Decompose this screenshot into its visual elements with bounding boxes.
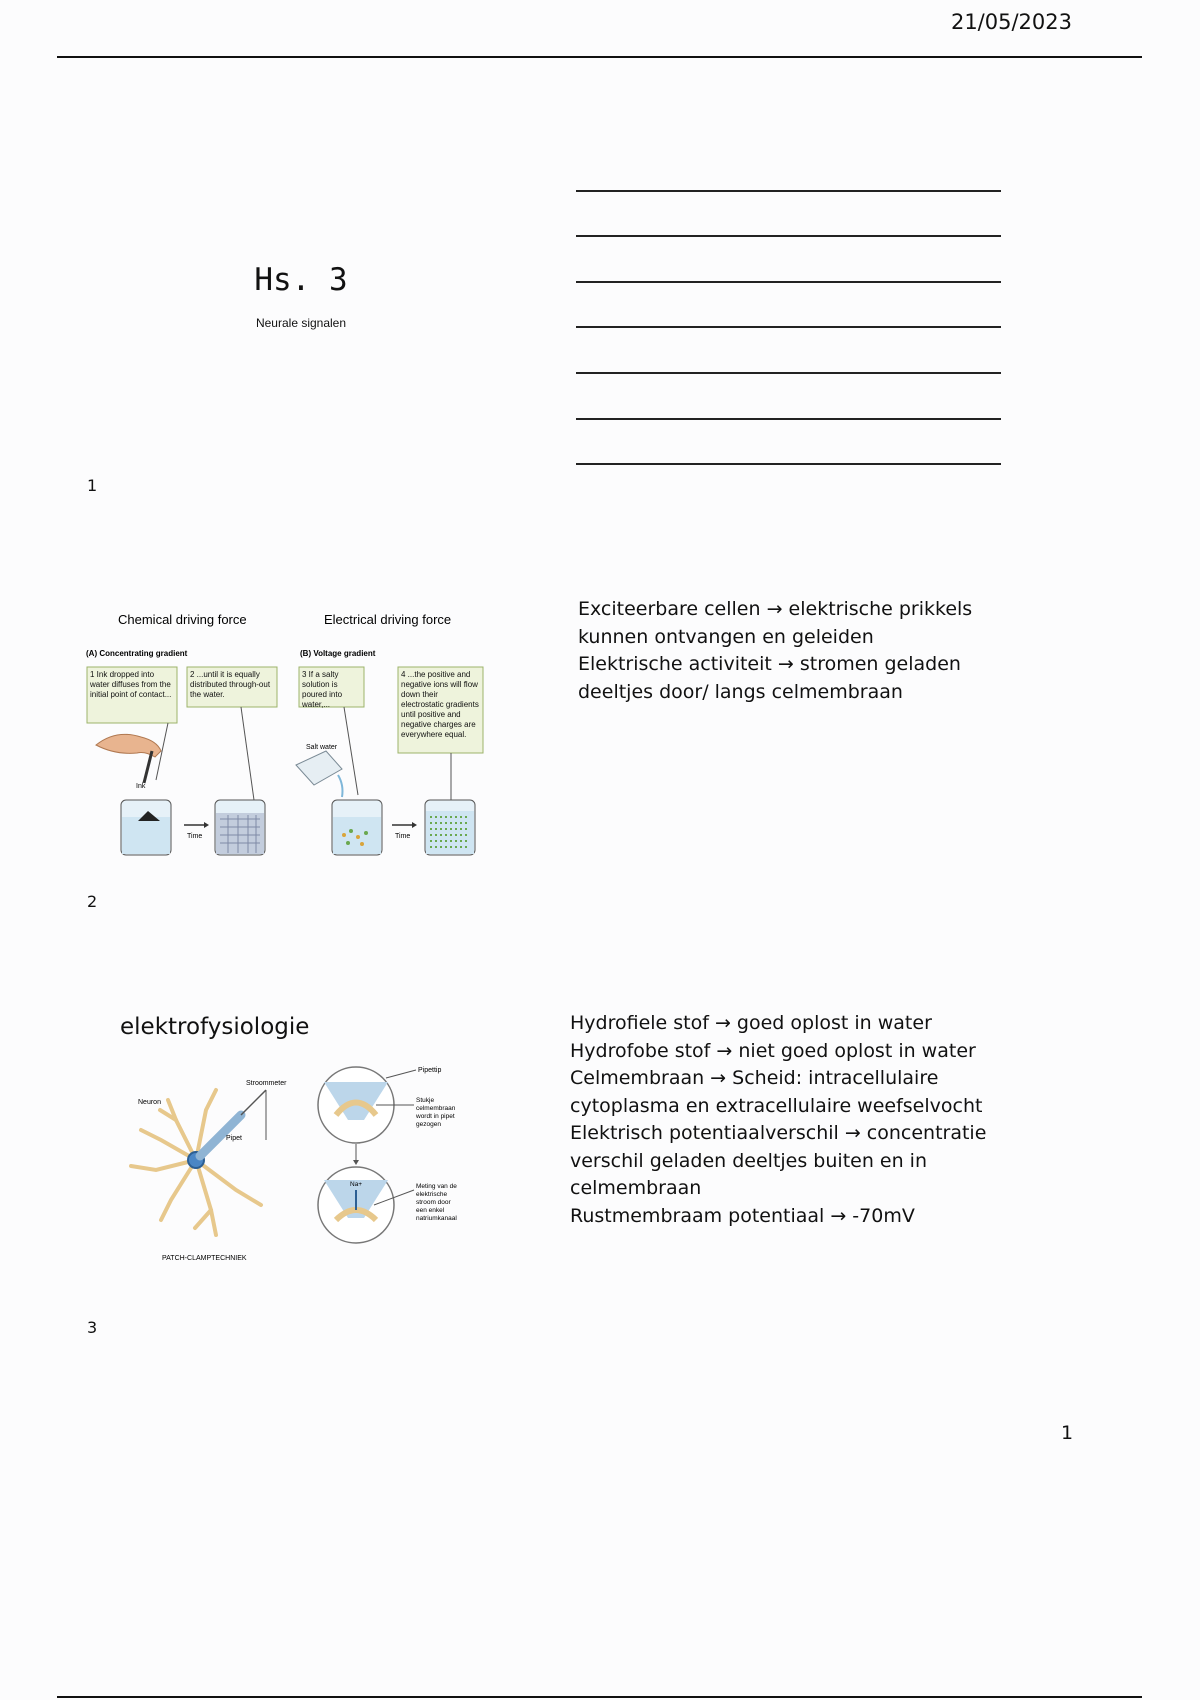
svg-text:elektrische: elektrische xyxy=(416,1191,448,1198)
heading-chemical: Chemical driving force xyxy=(118,612,247,627)
print-date: 21/05/2023 xyxy=(950,10,1072,34)
slide-3-title: elektrofysiologie xyxy=(120,1014,310,1040)
note-line xyxy=(576,372,1001,374)
pitcher xyxy=(296,751,342,785)
note-line xyxy=(576,463,1001,465)
note-text-line: Rustmembraam potentiaal → -70mV xyxy=(570,1204,915,1227)
slide-3 xyxy=(86,1000,516,1280)
note-text-line: Hydrofiele stof → goed oplost in water xyxy=(570,1012,932,1034)
svg-text:stroom door: stroom door xyxy=(416,1199,451,1206)
note-text-line: deeltjes door/ langs celmembraan xyxy=(578,680,903,703)
slide-2-figure xyxy=(86,605,516,865)
membrane-label-2: celmembraan xyxy=(416,1105,456,1112)
time-label-2: Time xyxy=(395,833,411,840)
heading-electrical: Electrical driving force xyxy=(324,612,452,627)
callout-step-3: 3 If a salty solution is poured into water,... xyxy=(302,670,343,709)
slide-1 xyxy=(86,190,516,420)
note-line xyxy=(576,418,1001,420)
note-text-line: Elektrische activiteit → stromen geladen xyxy=(578,653,961,675)
slide-1-title: Hs. 3 xyxy=(254,262,348,298)
slide-3-number: 3 xyxy=(87,1318,98,1337)
panel-b-title: (B) Voltage gradient xyxy=(300,649,376,658)
slide-2-number: 2 xyxy=(87,892,98,911)
slide-1-subtitle: Neurale signalen xyxy=(255,316,347,330)
svg-text:een enkel: een enkel xyxy=(416,1207,445,1214)
note-text-line: Elektrisch potentiaalverschil → concentratie xyxy=(570,1122,987,1144)
slide-3-notes xyxy=(570,1010,986,1230)
callout-step-2: 2 ...until it is equally distributed through-out the water. xyxy=(190,670,271,699)
membrane-label-3: wordt in pipet xyxy=(416,1113,455,1120)
callout-step-4: 4 ...the positive and negative ions will flow down their electrostatic gradients until positive and negative charges are everywhere equal. xyxy=(401,670,479,739)
note-line xyxy=(576,235,1001,237)
page-number: 1 xyxy=(1061,1422,1074,1444)
membrane-label-4: gezogen xyxy=(416,1121,441,1128)
ion-label: Na+ xyxy=(350,1181,363,1188)
callout-step-1: 1 Ink dropped into water diffuses from the initial point of contact... xyxy=(90,670,172,699)
panel-a-title: (A) Concentrating gradient xyxy=(86,649,188,658)
header-rule xyxy=(57,56,1142,58)
pipet-label: Pipet xyxy=(226,1135,242,1142)
slide-2-notes xyxy=(578,596,972,706)
svg-text:Meting van de: Meting van de xyxy=(416,1183,457,1190)
pipettip-label: Pipettip xyxy=(418,1067,442,1074)
patch-clamp-illustration xyxy=(126,1060,486,1270)
note-text-line: verschil geladen deeltjes buiten en in xyxy=(570,1149,928,1172)
membrane-label-1: Stukje xyxy=(416,1097,435,1104)
footer-rule xyxy=(57,1696,1142,1698)
beaker-ink-start xyxy=(121,800,171,855)
beaker-ink-end xyxy=(215,800,265,855)
note-text-line: Exciteerbare cellen → elektrische prikkels xyxy=(578,598,973,620)
meter-label: Stroommeter xyxy=(246,1080,287,1087)
note-text-line: kunnen ontvangen en geleiden xyxy=(578,625,874,648)
note-line xyxy=(576,281,1001,283)
neuron-label: Neuron xyxy=(138,1099,161,1106)
note-text-line: cytoplasma en extracellulaire weefselvocht xyxy=(570,1094,983,1117)
pour-stream xyxy=(338,775,343,797)
beaker-salt-end xyxy=(425,800,475,855)
note-text-line: celmembraan xyxy=(570,1177,702,1199)
beaker-salt-start xyxy=(332,800,382,855)
note-text-line: Hydrofobe stof → niet goed oplost in water xyxy=(570,1039,976,1062)
salt-water-label: Salt water xyxy=(306,744,338,751)
dropper xyxy=(144,751,152,783)
time-label-1: Time xyxy=(187,833,203,840)
ink-label: Ink xyxy=(136,783,146,790)
note-text-line: Celmembraan → Scheid: intracellulaire xyxy=(570,1067,939,1089)
svg-text:natriumkanaal: natriumkanaal xyxy=(416,1215,457,1222)
patch-clamp-caption: PATCH-CLAMPTECHNIEK xyxy=(162,1255,247,1262)
note-line xyxy=(576,326,1001,328)
slide-1-number: 1 xyxy=(87,476,98,495)
note-line xyxy=(576,190,1001,192)
